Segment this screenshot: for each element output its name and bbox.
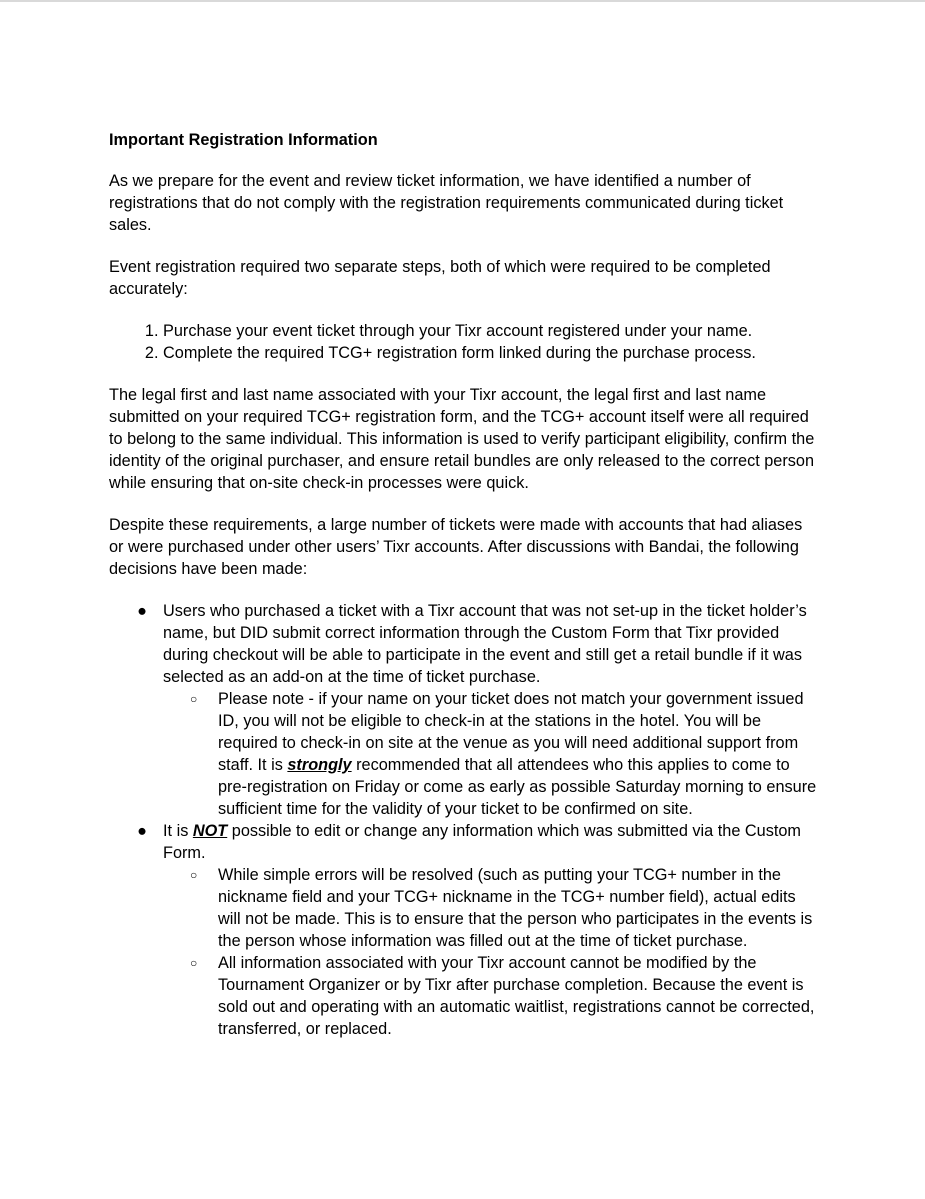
decision-item-1-sublist xyxy=(163,688,821,820)
sub-bullet-marker: ○ xyxy=(190,956,198,970)
decisions-intro-paragraph: Despite these requirements, a large number of tickets were made with accounts that had aliases or were purchased under other users’ Tixr accounts. After discussions with Bandai, the following decisions have been made: xyxy=(109,516,803,578)
emphasis-strongly: strongly xyxy=(287,756,352,774)
bullet-marker: ● xyxy=(137,822,147,840)
bullet-marker: ● xyxy=(137,602,147,620)
decisions-list xyxy=(109,600,821,1040)
step-item-2: 2. Complete the required TCG+ registration form linked during the purchase process. xyxy=(163,342,821,364)
decision-item-1 xyxy=(109,600,821,820)
decision-item-1-subitem-1 xyxy=(163,688,821,820)
emphasis-not: NOT xyxy=(192,822,228,840)
top-border-line xyxy=(0,0,925,2)
intro-paragraph: As we prepare for the event and review ticket information, we have identified a number of registrations that do not comply with the registration requirements communicated during ticket sales. xyxy=(109,172,784,234)
subitem-text-after: recommended that all attendees who this applies to come to pre-registration on Friday or come as early as possible Saturday morning to ensure sufficient time for the validity of your ticket to be confirmed on site. xyxy=(218,756,817,818)
step-item-1: 1. Purchase your event ticket through your Tixr account registered under your name. xyxy=(163,320,821,342)
subitem-text-before: Please note - if your name on your ticket does not match your government issued ID, you will not be eligible to check-in at the stations in the hotel. You will be required to check-in on site at the venue as you will need additional support from staff. It is xyxy=(218,690,804,774)
document-heading: Important Registration Information xyxy=(109,131,378,149)
decision-item-2-subitem-2 xyxy=(163,952,821,1040)
decision-item-2-text-after: possible to edit or change any information which was submitted via the Custom Form. xyxy=(163,822,801,862)
decision-item-2-text-before: It is xyxy=(163,822,193,840)
sub-bullet-marker: ○ xyxy=(190,868,198,882)
decision-item-2 xyxy=(109,820,821,1040)
sub-bullet-marker: ○ xyxy=(190,692,198,706)
decision-item-2-sublist xyxy=(163,864,821,1040)
subitem-text: All information associated with your Tixr account cannot be modified by the Tournament Organizer or by Tixr after purchase completion. Because the event is sold out and operating with an automatic waitlist, registrations cannot be corrected, transferred, or replaced. xyxy=(218,954,815,1038)
decision-item-1-text: Users who purchased a ticket with a Tixr account that was not set-up in the ticket holder’s name, but DID submit correct information through the Custom Form that Tixr provided during checkout will be able to participate in the event and still get a retail bundle if it was selected as an add-on at the time of ticket purchase. xyxy=(163,602,807,686)
subitem-text: While simple errors will be resolved (such as putting your TCG+ number in the nickname field and your TCG+ nickname in the TCG+ number field), actual edits will not be made. This is to ensure that the person who participates in the events is the person whose information was filled out at the time of ticket purchase. xyxy=(218,866,813,950)
document-page xyxy=(109,129,821,1040)
decision-item-2-subitem-1 xyxy=(163,864,821,952)
registration-steps-list xyxy=(109,320,821,364)
steps-intro-paragraph: Event registration required two separate steps, both of which were required to be completed accurately: xyxy=(109,258,771,298)
identity-requirements-paragraph: The legal first and last name associated with your Tixr account, the legal first and last name submitted on your required TCG+ registration form, and the TCG+ account itself were all required to belong to the same individual. This information is used to verify participant eligibility, confirm the identity of the original purchaser, and ensure retail bundles are only released to the correct person while ensuring that on-site check-in processes were quick. xyxy=(109,386,815,492)
